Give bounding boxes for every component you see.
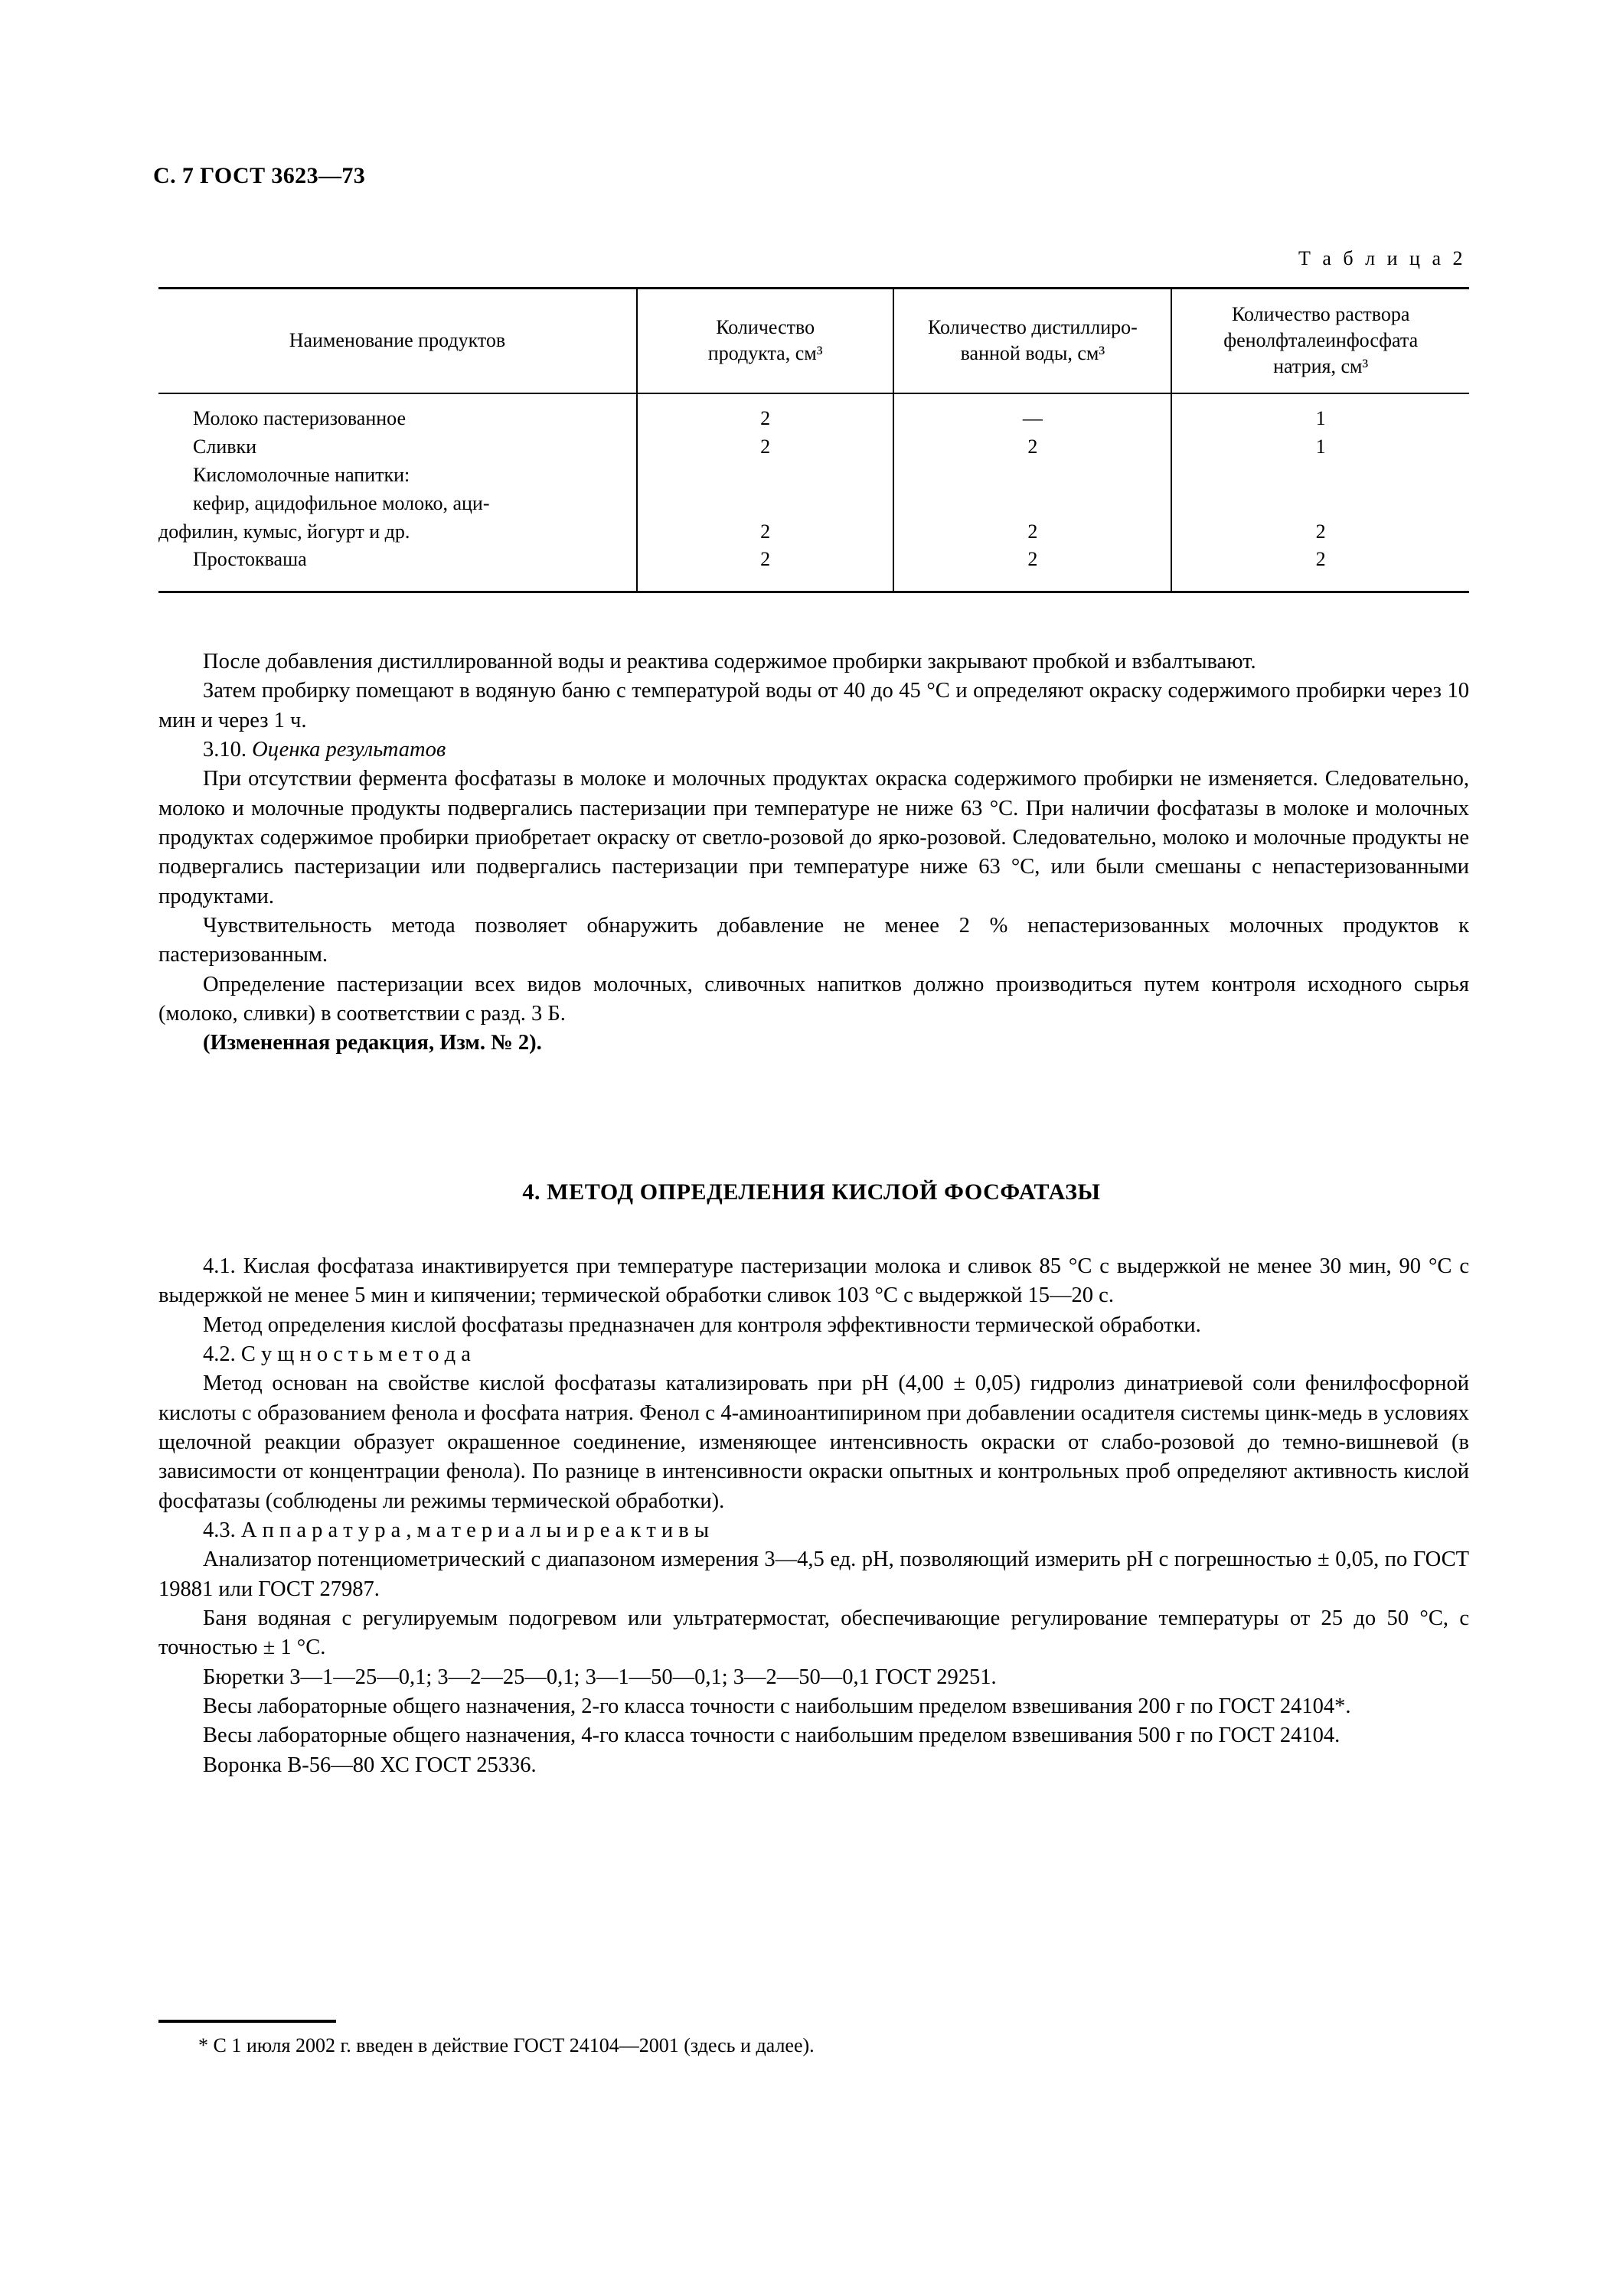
paragraph-sensitivity: Чувствительность метода позволяет обнаружить добавление не менее 2 % непастеризованных молочных продуктов к пастеризованным. (158, 913, 1469, 967)
paragraph-analyzer: Анализатор потенциометрический с диапазоном измерения 3—4,5 ед. рН, позволяющий измерить рН с погрешностью ± 0,05, по ГОСТ 19881 или ГОСТ 27987. (158, 1548, 1469, 1601)
value-cell: 2 (760, 548, 771, 571)
value-cell: 2 (1027, 548, 1038, 571)
header-line: Количество дистиллиро- (927, 315, 1138, 338)
paragraph-determination: Определение пастеризации всех видов молочных, сливочных напитков должно производиться путем контроля исходного сырья (молоко, сливки) в соответствии с разд. 3 Б. (158, 972, 1469, 1026)
value-cell-empty (1172, 490, 1469, 518)
product-line: дофилин, кумыс, йогурт и др. (158, 520, 410, 543)
table-row (158, 393, 1469, 592)
page-running-head: С. 7 ГОСТ 3623—73 (153, 163, 366, 188)
subsection-4-3-heading (158, 1516, 1469, 1545)
product-quantity-list (638, 394, 893, 591)
table-header (158, 289, 1469, 394)
value-cell: 2 (1315, 520, 1326, 543)
header-line: натрия, см³ (1273, 354, 1369, 377)
column-header-reagent-quantity (1171, 289, 1469, 394)
column-header-water-quantity (893, 289, 1171, 394)
paragraph-revision-note: (Измененная редакция, Изм. № 2). (203, 1031, 542, 1055)
product-name-list (158, 394, 636, 591)
body-text-lower (158, 1252, 1469, 1780)
paragraph-funnel: Воронка В-56—80 ХС ГОСТ 25336. (203, 1753, 537, 1777)
header-line: Количество (716, 315, 815, 338)
footnote-text: * С 1 июля 2002 г. введен в действие ГОСТ 24104—2001 (здесь и далее). (198, 2034, 815, 2056)
paragraph-4-1: 4.1. Кислая фосфатаза инактивируется при температуре пастеризации молока и сливок 85 °С с выдержкой не менее 30 мин, 90 °С с выдержкой не менее 5 мин и кипячении; термической обработки сливок 103 °С с выдержкой 15—20 с. (158, 1254, 1469, 1308)
value-cell: — (1022, 407, 1043, 430)
header-line: Количество раствора (1231, 303, 1410, 325)
product-line: Простокваша (193, 548, 307, 571)
value-cell-empty (638, 490, 893, 518)
value-cell: 2 (1315, 548, 1326, 571)
paragraph-no-enzyme: При отсутствии фермента фосфатазы в молоке и молочных продуктах окраска содержимого пробирки не изменяется. Следовательно, молоко и молочные продукты подвергались пастеризации при температуре не ниже 63 °С. При наличии фосфатазы в молоке и молочных продуктах содержимое пробирки приобретает окраску от светло-розовой до ярко-розовой. Следовательно, молоко и молочные продукты не подвергались пастеризации или подвергались пастеризации при температуре ниже 63 °С, или были смешаны с непастеризованными продуктами. (158, 767, 1469, 908)
water-quantity-list (894, 394, 1171, 591)
header-line: фенолфталеинфосфата (1223, 328, 1419, 351)
subsection-number: 4.2. (203, 1342, 236, 1366)
paragraph-after-adding: После добавления дистиллированной воды и реактива содержимое пробирки закрывают пробкой и взбалтывают. (203, 650, 1256, 673)
section-4-heading: 4. МЕТОД ОПРЕДЕЛЕНИЯ КИСЛОЙ ФОСФАТАЗЫ (522, 1179, 1101, 1205)
value-cell-empty (638, 461, 893, 490)
value-cell-empty (894, 490, 1171, 518)
header-line: продукта, см³ (707, 341, 823, 364)
value-cell: 2 (760, 520, 771, 543)
value-cell: 1 (1315, 407, 1326, 430)
product-line: Кисломолочные напитки: (193, 463, 410, 486)
value-cell-empty (894, 461, 1171, 490)
paragraph-water-bath: Затем пробирку помещают в водяную баню с температурой воды от 40 до 45 °С и определяют окраску содержимого пробирки через 10 мин и через 1 ч. (158, 679, 1469, 732)
paragraph-scales-200: Весы лабораторные общего назначения, 2-го класса точности с наибольшим пределом взвешивания 200 г по ГОСТ 24104*. (203, 1694, 1351, 1718)
cell-product-names (158, 393, 637, 592)
subsection-title: С у щ н о с т ь м е т о д а (240, 1342, 471, 1366)
subsection-title: А п п а р а т у р а , м а т е р и а л ы и р е а к т и в ы (240, 1518, 710, 1542)
paragraph-scales-500: Весы лабораторные общего назначения, 4-го класса точности с наибольшим пределом взвешивания 500 г по ГОСТ 24104. (203, 1724, 1341, 1748)
subsection-3-10-heading (158, 735, 1469, 765)
table-2 (158, 287, 1469, 593)
body-text-upper (158, 647, 1469, 1058)
table-2-wrapper (158, 287, 1469, 593)
product-line: Сливки (193, 435, 257, 458)
table-header-row (158, 289, 1469, 394)
header-line: ванной воды, см³ (960, 341, 1105, 364)
product-line: Молоко пастеризованное (193, 407, 407, 430)
value-cell: 2 (760, 435, 771, 458)
value-cell: 2 (760, 407, 771, 430)
header-line: Наименование продуктов (289, 328, 506, 351)
subsection-title: Оценка результатов (252, 737, 446, 762)
footnote-separator-rule (158, 2020, 336, 2023)
column-header-product-name (158, 289, 637, 394)
paragraph-burettes: Бюретки 3—1—25—0,1; 3—2—25—0,1; 3—1—50—0,1; 3—2—50—0,1 ГОСТ 29251. (203, 1665, 997, 1689)
value-cell: 1 (1315, 435, 1326, 458)
subsection-number: 3.10. (203, 737, 247, 762)
cell-water-quantity (893, 393, 1171, 592)
reagent-quantity-list (1172, 394, 1469, 591)
paragraph-water-bath-apparatus: Баня водяная с регулируемым подогревом или ультратермостат, обеспечивающие регулирование температуры от 25 до 50 °С, с точностью ± 1 °С. (158, 1606, 1469, 1660)
value-cell: 2 (1027, 520, 1038, 543)
cell-product-quantity (637, 393, 894, 592)
product-line: кефир, ацидофильное молоко, аци- (193, 491, 490, 514)
table-body (158, 393, 1469, 592)
paragraph-4-1-purpose: Метод определения кислой фосфатазы предназначен для контроля эффективности термической обработки. (203, 1313, 1201, 1337)
cell-reagent-quantity (1171, 393, 1469, 592)
subsection-4-2-heading (158, 1340, 1469, 1369)
value-cell-empty (1172, 461, 1469, 490)
paragraph-4-2-body: Метод основан на свойстве кислой фосфатазы катализировать при рН (4,00 ± 0,05) гидролиз динатриевой соли фенилфосфорной кислоты с образованием фенола и фосфата натрия. Фенол с 4-аминоантипирином при добавлении осадителя системы цинк-медь в условиях щелочной реакции образует окрашенное соединение, изменяющее интенсивность окраски от слабо-розовой до темно-вишневой (в зависимости от концентрации фенола). По разнице в интенсивности окраски опытных и контрольных проб определяют активность кислой фосфатазы (соблюдены ли режимы термической обработки). (158, 1371, 1469, 1513)
table-caption: Т а б л и ц а 2 (1298, 247, 1466, 269)
column-header-product-quantity (637, 289, 894, 394)
subsection-number: 4.3. (203, 1518, 236, 1542)
value-cell: 2 (1027, 435, 1038, 458)
